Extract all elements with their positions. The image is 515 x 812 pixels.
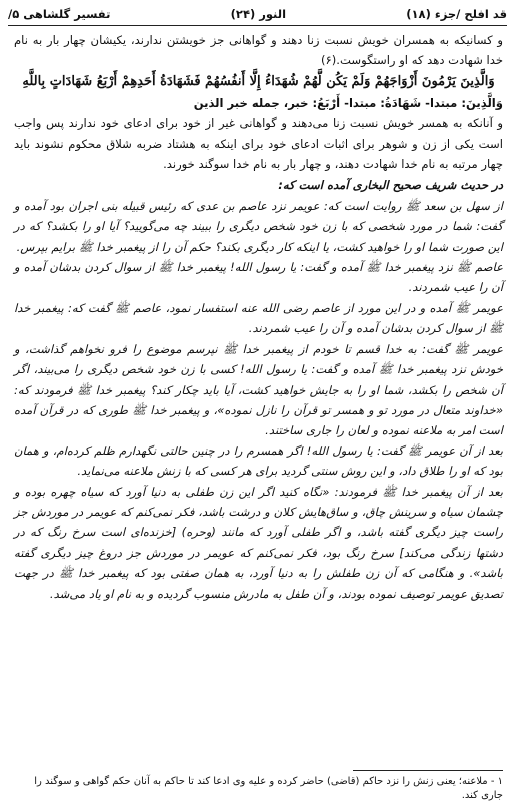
hadith-paragraph: عاصم ﷺ نزد پیغمبر خدا ﷺ آمده و گفت: یا رسول الله! پیغمبر خدا ﷺ از سوال کردن بدشان آمده و آن را عیب شمردند.	[14, 260, 503, 295]
hadith-paragraph: بعد از آن پیغمبر خدا ﷺ فرمودند: «نگاه کنید اگر این زن طفلی به دنیا آورد که سیاه چهره بوده و چشمان سیاه و سرینش چاق، و ساق‌هایش کلان و درشت باشد، فکر نمی‌کنم که عویمر در موردش جز راست چیز دیگری گفته باشد، و اگر طفلی آورد که مانند (وحره) [خزنده‌ای است سرخ رنگ که در دشتها زندگی می‌کند] سرخ رنگ بود، فکر نمی‌کنم که عویمر در موردش جز دروغ چیز دیگری گفته باشد». و هنگامی که آن زن طفلش را به دنیا آورد، به همان صفتی بود که پیغمبر خدا ﷺ در جهت تصدیق عویمر توصیف نموده بودند، و آن طفل به مادرش منسوب گردیده و به نام او یاد می‌شد.	[14, 484, 503, 601]
hadith-paragraph: از سهل بن سعد ﷺ روایت است که: عویمر نزد عاصم بن عدی که رئیس قبیله بنی اجران بود آمده و گفت: شما در مورد شخصی که با زن خود شخص دیگری را ببیند چه می‌گویید؟ آیا او را بکشد؟ که در این صورت شما او را خواهید کشت، یا اینکه کار دیگری بکند؟ حکم آن را از پیغمبر خدا ﷺ برایم بپرس.	[14, 198, 503, 254]
hadith-paragraph: عویمر ﷺ آمده و در این مورد از عاصم رضی الله عنه استفسار نمود، عاصم ﷺ گفت که: پیغمبر خدا ﷺ از سوال کردن بدشان آمده و آن را عیب شمردند.	[14, 300, 503, 336]
header-surah: النور (۲۴)	[230, 7, 287, 21]
footnote: ۱ - ملاعنه؛ یعنی زنش را نزد حاکم (قاضی) حاضر کرده و علیه وی ادعا کند تا حاکم به آنان حکم گواهی و سوگند را جاری کند.	[34, 776, 503, 801]
grammar-note: وَالَّذِينَ: مبتدا- شَهَادَةُ: مبتدا- أَرْبَعُ: خبر، جمله خبر الذین	[193, 95, 503, 110]
footnote-divider	[353, 770, 503, 771]
main-text	[14, 30, 503, 604]
page-header	[8, 4, 507, 24]
hadith-paragraph: عویمر ﷺ گفت: به خدا قسم تا خودم از پیغمبر خدا ﷺ نپرسم موضوع را فرو نخواهم گذاشت، و خودش نزد پیغمبر خدا ﷺ آمده و گفت: یا رسول الله! کسی با زن خود شخص دیگری را می‌بیند، اگر آن شخص را بکشد، شما او را به جایش خواهید کشت، آیا باید چکار کند؟ پیغمبر خدا ﷺ فرمودند که: «خداوند متعال در مورد تو و همسر تو قرآن را نازل نموده»، و پیغمبر خدا ﷺ طوری که در قرآن آمده است امر به ملاعنه نموده و لعان را جاری ساختند.	[14, 341, 503, 438]
hadith-paragraph: بعد از آن عویمر ﷺ گفت: یا رسول الله! اگر همسرم را در چنین حالتی نگهدارم ظلم کرده‌ام، و همان بود که او را طلاق داد، و این روش سنتی گردید برای هر کسی که با زنش ملاعنه می‌نماید.	[14, 443, 503, 479]
paragraph-explanation: و آنانکه به همسر خویش نسبت زنا می‌دهند و گواهانی غیر از خود برای ادعای خود ندارند پس واجب است یکی از زن و شوهر برای اثبات ادعای خود برای اینکه به هشتاد ضربه شلاق محکوم نشوند باید چهار مرتبه به نام خدا شهادت دهند، و چهار بار به نام خدا سوگند خورند.	[14, 116, 503, 172]
header-part-volume: قد افلح /جزء (۱۸)	[406, 7, 507, 21]
header-book-title: تفسیر گلشاهی ۵/	[8, 7, 111, 21]
paragraph-translation: و کسانیکه به همسران خویش نسبت زنا دهند و گواهانی جز خویشتن ندارند، یکیشان چهار بار به نام خدا شهادت دهد که او راستگوست.(۶)	[14, 33, 503, 68]
hadith-heading: در حدیث شریف صحیح البخاری آمده است که:	[278, 178, 503, 193]
quran-verse: وَالَّذِينَ يَرْمُونَ أَزْوَاجَهُمْ وَلَمْ يَكُن لَّهُمْ شُهَدَاءُ إِلَّا أَنفُسُهُمْ فَشَهَادَةُ أَحَدِهِمْ أَرْبَعُ شَهَادَاتٍ بِاللَّهِ	[22, 73, 495, 89]
header-divider	[8, 25, 507, 26]
